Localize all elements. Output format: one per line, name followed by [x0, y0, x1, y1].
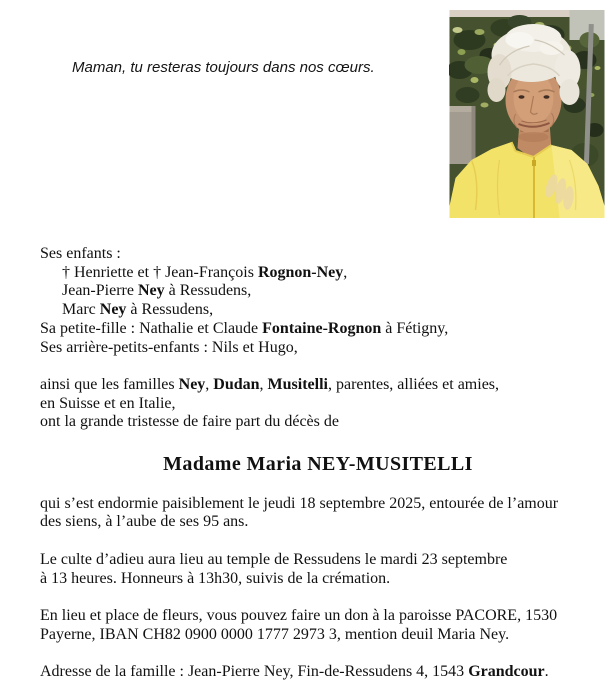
death-details-paragraph [40, 495, 596, 532]
text-line: ainsi que les familles Ney, Dudan, Musitelli, parentes, alliées et amies, [40, 375, 500, 393]
text-line: Adresse de la famille : Jean-Pierre Ney, Fin-de-Ressudens 4, 1543 Grandcour. [40, 662, 549, 680]
text-line: à 13 heures. Honneurs à 13h30, suivis de la crémation. [40, 569, 391, 587]
text-line: Payerne, IBAN CH82 0900 0000 1777 2973 3, mention deuil Maria Ney. [40, 625, 510, 643]
portrait-photo [449, 10, 605, 218]
text-line: Ses arrière-petits-enfants : Nils et Hugo, [40, 338, 298, 356]
families-paragraph [40, 376, 596, 432]
text-line: Sa petite-fille : Nathalie et Claude Fontaine-Rognon à Fétigny, [40, 319, 449, 337]
elderly-woman-portrait [449, 10, 605, 218]
donation-info-paragraph [40, 607, 596, 644]
text-line: qui s’est endormie paisiblement le jeudi 18 septembre 2025, entourée de l’amour [40, 494, 559, 512]
text-line: En lieu et place de fleurs, vous pouvez faire un don à la paroisse PACORE, 1530 [40, 606, 558, 624]
text-line: en Suisse et en Italie, [40, 394, 176, 412]
text-line: Le culte d’adieu aura lieu au temple de Ressudens le mardi 23 septembre [40, 550, 508, 568]
funeral-service-paragraph [40, 551, 596, 588]
text-line: Marc Ney à Ressudens, [62, 301, 214, 319]
text-line: Ses enfants : [40, 245, 121, 262]
text-line: des siens, à l’aube de ses 95 ans. [40, 513, 249, 531]
text-line: Jean-Pierre Ney à Ressudens, [62, 282, 252, 300]
deceased-name-title: Madame Maria NEY-MUSITELLI [163, 452, 473, 475]
text-line: † Henriette et † Jean-François Rognon-Ney, [62, 263, 348, 281]
family-address-paragraph [40, 663, 596, 682]
family-list-paragraph [40, 245, 596, 357]
text-line: ont la grande tristesse de faire part du décès de [40, 413, 339, 431]
memorial-quote: Maman, tu resteras toujours dans nos cœurs. [72, 59, 375, 76]
announcement-body [40, 245, 596, 691]
